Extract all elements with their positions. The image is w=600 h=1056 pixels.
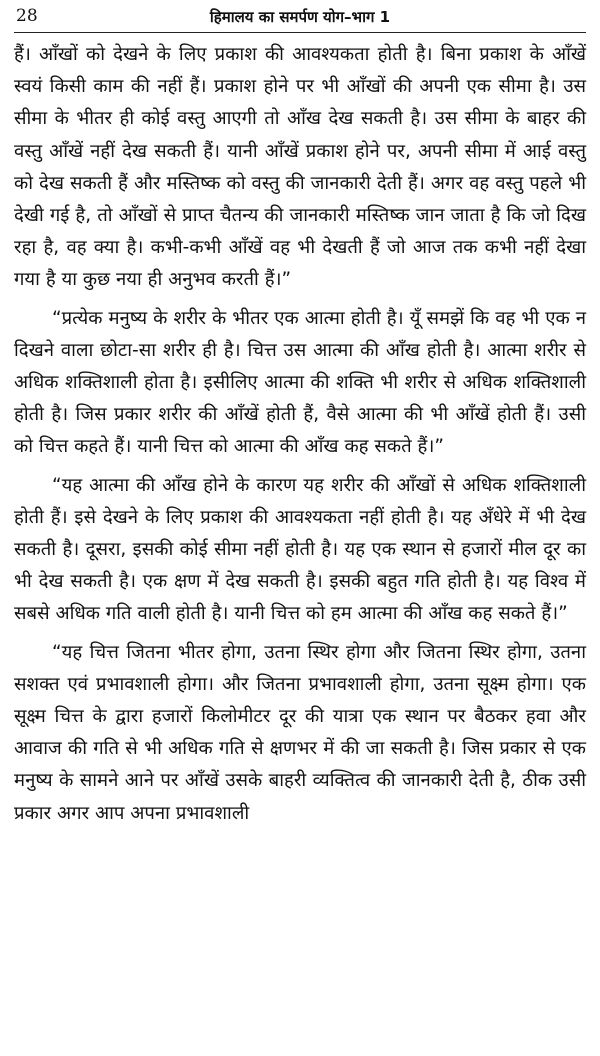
running-header [14, 4, 586, 33]
body-text [14, 39, 586, 830]
paragraph-4: “यह चित्त जितना भीतर होगा, उतना स्थिर होगा और जितना स्थिर होगा, उतना सशक्त एवं प्रभावशाली होगा। और जितना प्रभावशाली होगा, उतना सूक्ष्म होगा। एक सूक्ष्म चित्त के द्वारा हजारों किलोमीटर दूर की यात्रा एक स्थान पर बैठकर हवा और आवाज की गति से भी अधिक गति से क्षणभर में की जा सकती है। जिस प्रकार से एक मनुष्य के सामने आने पर आँखें उसके बाहरी व्यक्तित्व की जानकारी देती है, ठीक उसी प्रकार अगर आप अपना प्रभावशाली [14, 641, 586, 824]
paragraph-3: “यह आत्मा की आँख होने के कारण यह शरीर की आँखों से अधिक शक्तिशाली होती हैं। इसे देखने के लिए प्रकाश की आवश्यकता नहीं होती है। यह अँधेरे में भी देख सकती है। दूसरा, इसकी कोई सीमा नहीं होती है। यह एक स्थान से हजारों मील दूर का भी देख सकती है। एक क्षण में देख सकती है। इसकी बहुत गति होती है। यह विश्व में सबसे अधिक गति वाली होती है। यानी चित्त को हम आत्मा की आँख कह सकते हैं।” [14, 474, 586, 625]
paragraph-2: “प्रत्येक मनुष्य के शरीर के भीतर एक आत्मा होती है। यूँ समझें कि वह भी एक न दिखने वाला छोटा-सा शरीर ही है। चित्त उस आत्मा की आँख होती है। आत्मा शरीर से अधिक शक्तिशाली होता है। इसीलिए आत्मा की शक्ति भी शरीर से अधिक शक्तिशाली होती है। जिस प्रकार शरीर की आँखें होती हैं, वैसे आत्मा की भी आँखें होती हैं। उसी को चित्त कहते हैं। यानी चित्त को आत्मा की आँख कह सकते हैं।” [14, 307, 586, 458]
page-number: 28 [16, 6, 38, 26]
running-title: हिमालय का समर्पण योग–भाग 1 [209, 8, 391, 26]
paragraph-1: हैं। आँखों को देखने के लिए प्रकाश की आवश्यकता होती है। बिना प्रकाश के आँखें स्वयं किसी काम की नहीं हैं। प्रकाश होने पर भी आँखों की अपनी एक सीमा है। उस सीमा के भीतर ही कोई वस्तु आएगी तो आँख देख सकती है। उस सीमा के बाहर की वस्तु आँखें नहीं देख सकती हैं। यानी आँखें प्रकाश होने पर, अपनी सीमा में आई वस्तु को देख सकती हैं और मस्तिष्क को वस्तु की जानकारी देती हैं। अगर वह वस्तु पहले भी देखी गई है, तो आँखों से प्राप्त चैतन्य की जानकारी मस्तिष्क जान जाता है कि जो दिख रहा है, वह क्या है। कभी-कभी आँखें वह भी देखती हैं जो आज तक कभी नहीं देखा गया है या कुछ नया ही अनुभव करती हैं।” [14, 44, 586, 291]
